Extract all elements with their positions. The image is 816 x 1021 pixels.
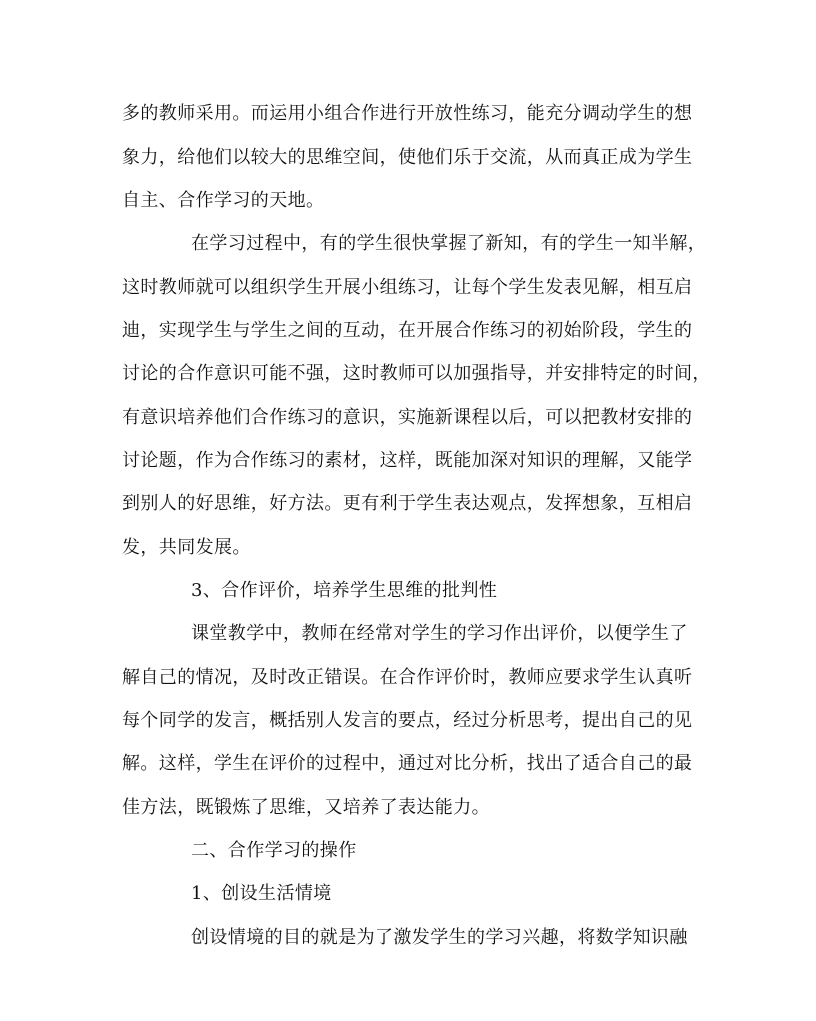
paragraph-line: 自主、合作学习的天地。	[122, 190, 325, 211]
paragraph-line: 每个同学的发言，概括别人发言的要点，经过分析思考，提出自己的见	[122, 710, 693, 731]
paragraph-line: 佳方法，既锻炼了思维，又培养了表达能力。	[122, 797, 490, 818]
paragraph-line: 在学习过程中，有的学生很快掌握了新知，有的学生一知半解，	[191, 233, 707, 254]
section-heading: 1、创设生活情境	[191, 883, 332, 904]
paragraph-line: 迪，实现学生与学生之间的互动，在开展合作练习的初始阶段，学生的	[122, 320, 693, 341]
paragraph-line: 创设情境的目的就是为了激发学生的学习兴趣，将数学知识融	[191, 927, 688, 948]
section-heading: 3、合作评价，培养学生思维的批判性	[191, 580, 498, 601]
paragraph-line: 象力，给他们以较大的思维空间，使他们乐于交流，从而真正成为学生	[122, 147, 693, 168]
paragraph-line: 到别人的好思维，好方法。更有利于学生表达观点，发挥想象，互相启	[122, 493, 693, 514]
paragraph-line: 有意识培养他们合作练习的意识，实施新课程以后，可以把教材安排的	[122, 407, 693, 428]
paragraph-line: 解自己的情况，及时改正错误。在合作评价时，教师应要求学生认真听	[122, 667, 693, 688]
paragraph-line: 讨论题，作为合作练习的素材，这样，既能加深对知识的理解，又能学	[122, 450, 693, 471]
paragraph-line: 多的教师采用。而运用小组合作进行开放性练习，能充分调动学生的想	[122, 103, 693, 124]
paragraph-line: 讨论的合作意识可能不强，这时教师可以加强指导，并安排特定的时间，	[122, 363, 711, 384]
paragraph-line: 课堂教学中，教师在经常对学生的学习作出评价，以便学生了	[191, 623, 688, 644]
paragraph-line: 发，共同发展。	[122, 537, 251, 558]
paragraph-line: 解。这样，学生在评价的过程中，通过对比分析，找出了适合自己的最	[122, 753, 693, 774]
paragraph-line: 这时教师就可以组织学生开展小组练习，让每个学生发表见解，相互启	[122, 277, 693, 298]
section-heading: 二、合作学习的操作	[191, 840, 357, 861]
